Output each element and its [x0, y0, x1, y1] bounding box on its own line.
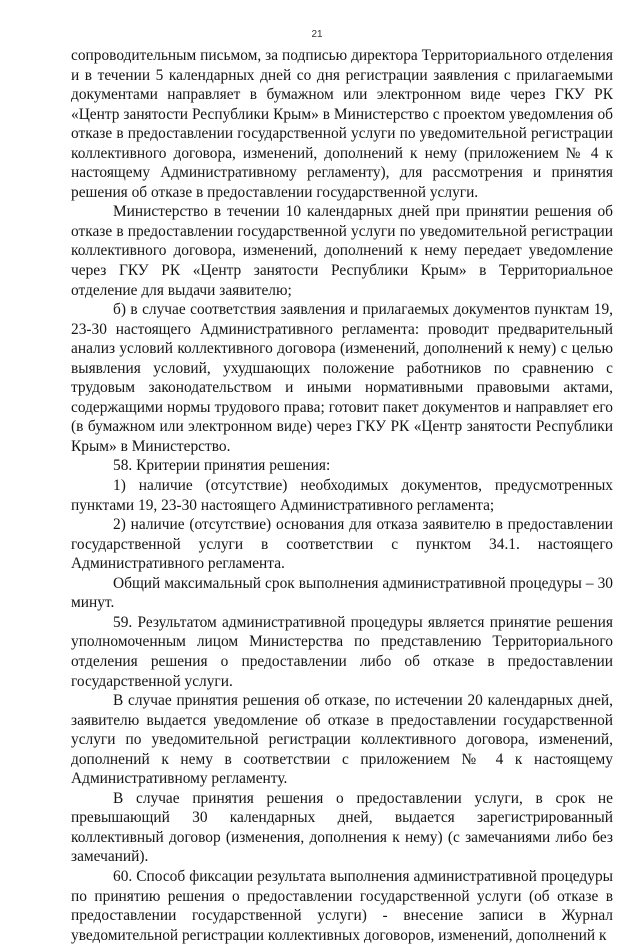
paragraph-criterion-2: 2) наличие (отсутствие) основания для отказа заявителю в предоставлении государственной услуги в соответствии с пунктом 34.1. настоящего Административного регламента.	[71, 516, 613, 573]
page-number: 21	[311, 29, 323, 40]
paragraph-approval-case: В случае принятия решения о предоставлении услуги, в срок не превышающий 30 календарных дней, выдается зарегистрированный коллективный договор (изменения, дополнения к нему) (с замечаниями либо без замечаний).	[71, 789, 613, 866]
paragraph-59-result: 59. Результатом административной процедуры является принятие решения уполномоченным лицом Министерства по представлению Территориального отделения решения о предоставлении либо об отказе в предоставлении государственной услуги.	[71, 613, 613, 690]
paragraph-continuation: сопроводительным письмом, за подписью директора Территориального отделения и в течении 5 календарных дней со дня регистрации заявления с прилагаемыми документами направляет в бумажном или электронном виде через ГКУ РК «Центр занятости Республики Крым» в Министерство с проектом уведомления об отказе в предоставлении государственной услуги по уведомительной регистрации коллективного договора, изменений, дополнений к нему (приложением № 4 к настоящему Административному регламенту), для рассмотрения и принятия решения об отказе в предоставлении государственной услуги.	[71, 47, 613, 201]
paragraph-ministry-notice: Министерство в течении 10 календарных дней при принятии решения об отказе в предоставлении государственной услуги по уведомительной регистрации коллективного договора, изменений, дополнений к нему передает уведомление через ГКУ РК «Центр занятости Республики Крым» в Территориальное отделение для выдачи заявителю;	[71, 203, 613, 299]
paragraph-58-heading: 58. Критерии принятия решения:	[113, 457, 331, 475]
paragraph-item-b: б) в случае соответствия заявления и прилагаемых документов пунктам 19, 23-30 настоящего Административного регламента: проводит предварительный анализ условий коллективного договора (изменений, дополнений к нему) с целью выявления условий, ухудшающих положение работников по сравнению с трудовым законодательством и иными нормативными правовыми актами, содержащими нормы трудового права; готовит пакет документов и направляет его (в бумажном или электронном виде) через ГКУ РК «Центр занятости Республики Крым» в Министерство.	[71, 301, 613, 455]
document-body	[71, 46, 613, 945]
paragraph-refusal-case: В случае принятия решения об отказе, по истечении 20 календарных дней, заявителю выдается уведомление об отказе в предоставлении государственной услуги по уведомительной регистрации коллективного договора, изменений, дополнений к нему в соответствии с приложением № 4 к настоящему Административному регламенту.	[71, 692, 613, 788]
paragraph-criterion-1: 1) наличие (отсутствие) необходимых документов, предусмотренных пунктами 19, 23-30 настоящего Административного регламента;	[71, 477, 613, 514]
paragraph-max-duration: Общий максимальный срок выполнения административной процедуры – 30 минут.	[71, 574, 613, 612]
paragraph-60-fixation: 60. Способ фиксации результата выполнения административной процедуры по принятию решения о предоставлении государственной услуги (об отказе в предоставлении государственной услуги) - внесение записи в Журнал уведомительной регистрации коллективных договоров, изменений, дополнений к	[71, 867, 613, 944]
